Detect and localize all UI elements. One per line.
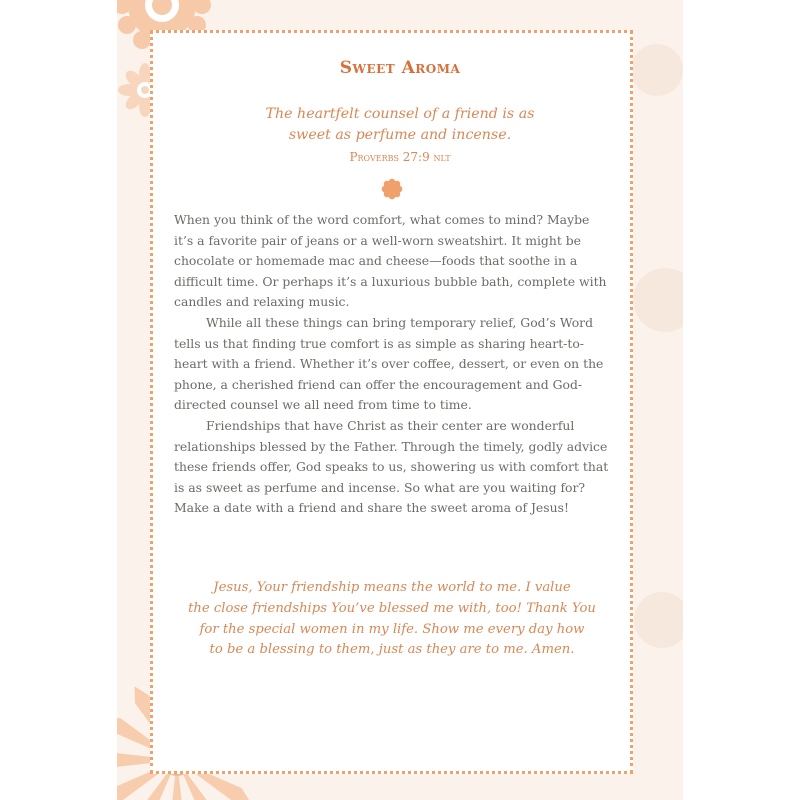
closing-prayer — [174, 578, 610, 661]
prayer-line-4: to be a blessing to them, just as they are to me. Amen. — [209, 642, 575, 658]
body-paragraph-3: Friendships that have Christ as their center are wonderful relationships blessed by the Father. Through the timely, godly advice these friends offer, God speaks to us, showering us with comfort that is as sweet as perfume and incense. So what are you waiting for? Make a date with a friend and share the sweet aroma of Jesus! — [174, 417, 609, 516]
flower-divider-icon — [380, 177, 404, 201]
prayer-line-2: the close friendships You’ve blessed me with, too! Thank You — [188, 600, 596, 616]
prayer-line-3: for the special women in my life. Show me every day how — [199, 621, 585, 637]
verse-reference: Proverbs 27:9 nlt — [349, 150, 451, 164]
page-title: Sweet Aroma — [339, 58, 461, 78]
verse-line-2: sweet as perfume and incense. — [288, 127, 512, 143]
verse-line-1: The heartfelt counsel of a friend is as — [265, 106, 535, 122]
body-paragraph-1: When you think of the word comfort, what comes to mind? Maybe it’s a favorite pair of jeans or a well-worn sweatshirt. It might be chocolate or homemade mac and cheese—foods that soothe in a difficult time. Or perhaps it’s a luxurious bubble bath, complete with candles and relaxing music. — [174, 212, 607, 310]
scripture-verse — [0, 104, 800, 168]
devotional-body — [174, 210, 610, 519]
body-paragraph-2: While all these things can bring temporary relief, God’s Word tells us that finding true comfort is as simple as sharing heart-to-heart with a friend. Whether it’s over coffee, dessert, or even on the phone, a cherished friend can offer the encouragement and God-directed counsel we all need from time to time. — [174, 314, 604, 413]
prayer-line-1: Jesus, Your friendship means the world to me. I value — [213, 580, 571, 595]
